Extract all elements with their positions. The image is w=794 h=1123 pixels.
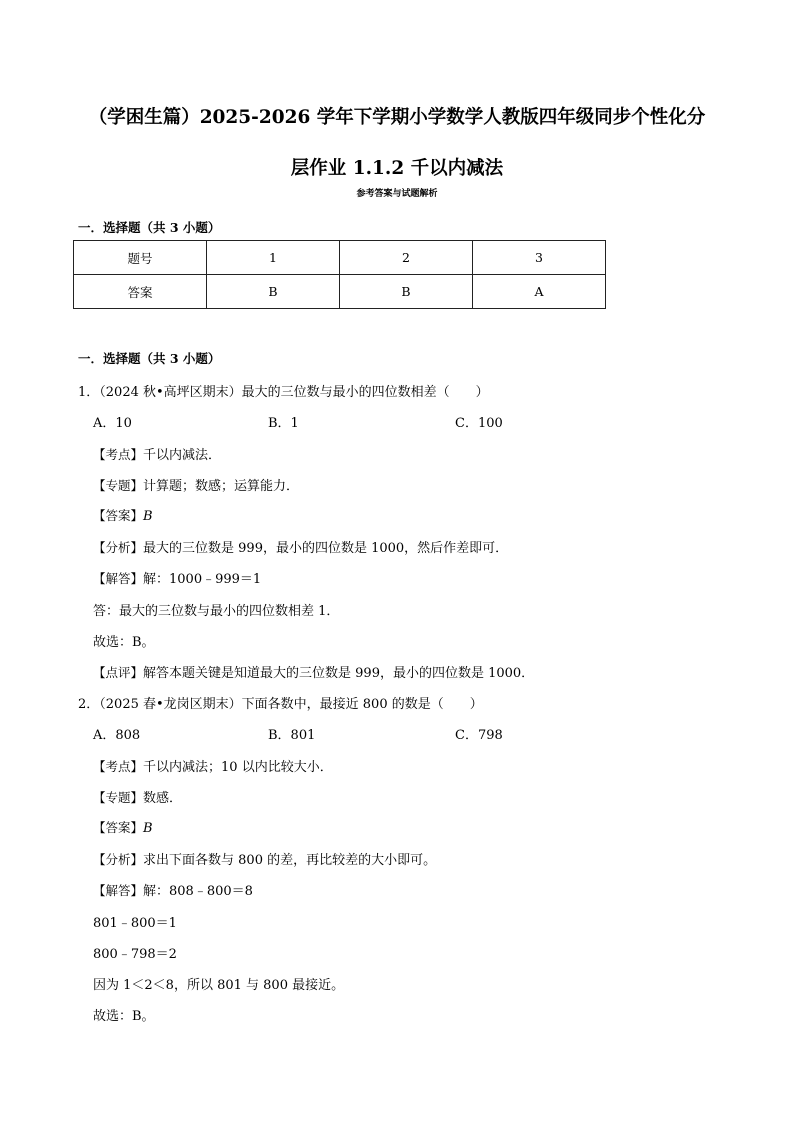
q2-daan: 【答案】B — [93, 820, 153, 836]
q2-zhuanti: 【专题】数感． — [93, 790, 183, 806]
title-line-1: （学困生篇）2025-2026 学年下学期小学数学人教版四年级同步个性化分 — [88, 107, 706, 128]
q2-option-a: A．808 — [93, 728, 141, 743]
q2-jieda: 【解答】解：808﹣800＝8 — [93, 883, 253, 899]
table-cell: B — [340, 275, 473, 309]
q2-option-b: B．801 — [268, 728, 316, 743]
table-cell: 3 — [473, 241, 606, 275]
document-title — [60, 98, 734, 189]
question-2-stem: 2．（2025 春•龙岗区期末）下面各数中，最接近 800 的数是（ ） — [78, 697, 483, 712]
q1-kaodian: 【考点】千以内减法． — [93, 447, 222, 463]
table-cell: 2 — [340, 241, 473, 275]
q1-dianping: 【点评】解答本题关键是知道最大的三位数是 999，最小的四位数是 1000． — [93, 665, 535, 681]
title-line-2: 层作业 1.1.2 千以内减法 — [290, 158, 504, 179]
table-cell: 1 — [207, 241, 340, 275]
q2-kaodian: 【考点】千以内减法；10 以内比较大小． — [93, 759, 333, 775]
q1-answer-line: 答：最大的三位数与最小的四位数相差 1． — [93, 604, 340, 619]
q2-choose: 故选：B。 — [93, 1009, 155, 1024]
q1-jieda: 【解答】解：1000﹣999＝1 — [93, 571, 262, 587]
q2-fenxi: 【分析】求出下面各数与 800 的差，再比较差的大小即可。 — [93, 852, 437, 868]
q1-daan: 【答案】B — [93, 508, 153, 524]
table-row — [74, 241, 606, 275]
table-cell: B — [207, 275, 340, 309]
q1-option-b: B．1 — [268, 416, 299, 431]
q2-because: 因为 1＜2＜8，所以 801 与 800 最接近。 — [93, 978, 345, 993]
q1-choose: 故选：B。 — [93, 635, 155, 650]
section-title-detail: 一．选择题（共 3 小题） — [78, 351, 221, 366]
subtitle: 参考答案与试题解析 — [356, 189, 438, 199]
table-cell: A — [473, 275, 606, 309]
section-title-summary: 一．选择题（共 3 小题） — [78, 220, 221, 235]
q2-calc-line-2: 801﹣800＝1 — [93, 916, 177, 931]
table-row — [74, 275, 606, 309]
q1-zhuanti: 【专题】计算题；数感；运算能力． — [93, 478, 300, 494]
q2-calc-line-3: 800﹣798＝2 — [93, 947, 177, 962]
q2-option-c: C．798 — [455, 728, 503, 743]
q1-fenxi: 【分析】最大的三位数是 999，最小的四位数是 1000，然后作差即可． — [93, 540, 509, 556]
q1-option-c: C．100 — [455, 416, 503, 431]
answer-table — [73, 240, 606, 309]
question-1-stem: 1．（2024 秋•高坪区期末）最大的三位数与最小的四位数相差（ ） — [78, 385, 489, 400]
q1-option-a: A．10 — [93, 416, 132, 431]
table-cell: 答案 — [74, 275, 207, 309]
table-cell: 题号 — [74, 241, 207, 275]
